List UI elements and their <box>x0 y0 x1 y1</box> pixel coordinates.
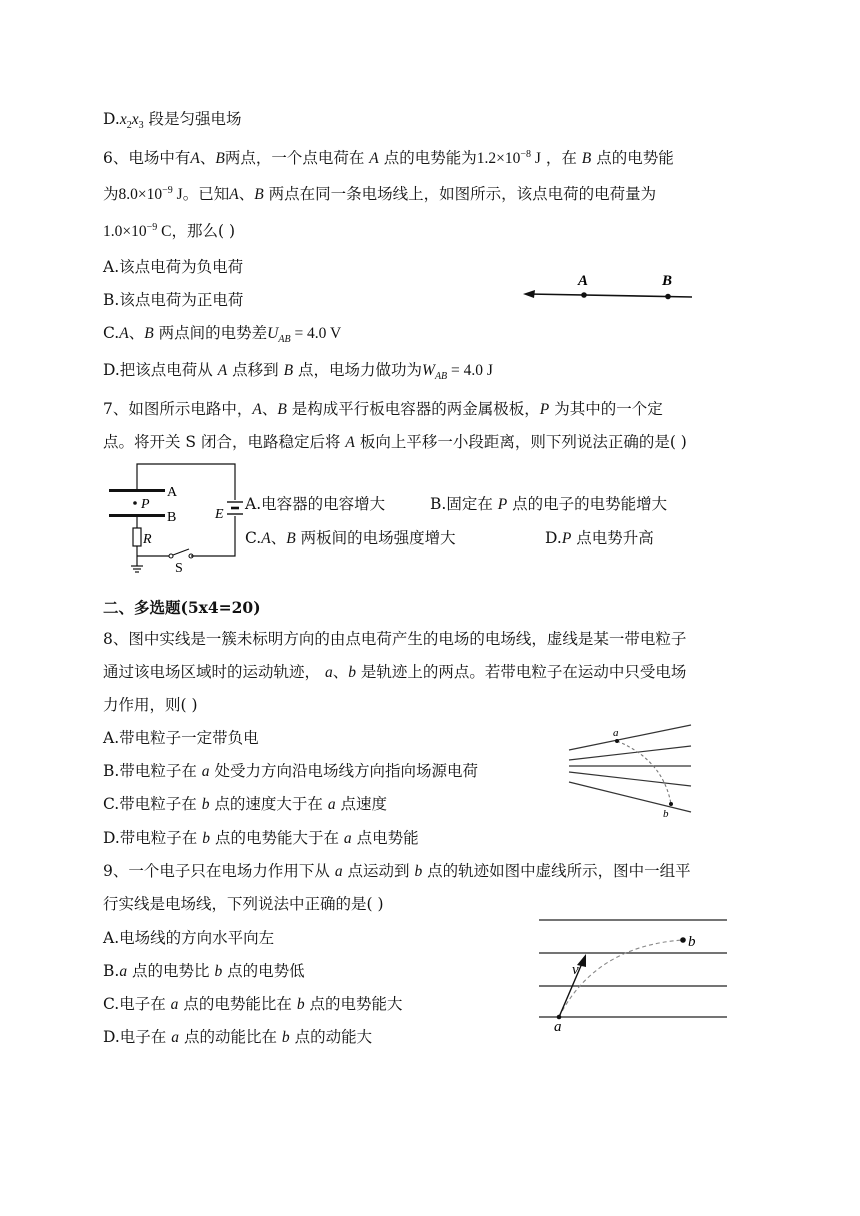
unit: C <box>157 223 172 240</box>
text: 点电势能 <box>356 829 419 847</box>
q7-option-d <box>545 527 654 550</box>
text: 点的电势能大于在 <box>214 829 339 847</box>
text: 两板间的电场强度增大 <box>300 529 456 547</box>
text: 、 <box>128 324 145 342</box>
q9-stem-line1 <box>103 860 691 883</box>
q7-option-c <box>245 527 456 550</box>
text: 点的电势低 <box>227 962 305 980</box>
label-b: b <box>663 808 669 820</box>
label-a: a <box>554 1019 562 1034</box>
var-b: B <box>254 186 264 203</box>
value: = 4.0 J <box>447 362 493 379</box>
text: C.带电粒子在 <box>103 795 197 813</box>
text: C. <box>103 324 120 342</box>
text: 、 <box>199 149 216 167</box>
unit: J <box>530 150 541 167</box>
number: 1.2×10 <box>476 150 521 167</box>
q9-option-c <box>103 993 403 1016</box>
text: 为 <box>103 185 119 203</box>
text: 点的电势能比在 <box>183 995 292 1013</box>
var-b: b <box>201 796 210 813</box>
var-b: B <box>277 401 287 418</box>
number: 8.0×10 <box>118 186 163 203</box>
text: 、 <box>270 529 287 547</box>
q9-option-d <box>103 1026 372 1049</box>
subscript: 3 <box>138 120 144 132</box>
var-a: A <box>345 434 355 451</box>
text: C.电子在 <box>103 995 166 1013</box>
plate-a <box>109 489 165 492</box>
label-p: P <box>141 497 150 512</box>
var-a: A <box>252 401 262 418</box>
point-a <box>615 739 619 743</box>
switch-contact <box>169 554 173 558</box>
unit: J <box>172 186 183 203</box>
var-a: A <box>119 325 129 342</box>
field-line <box>569 782 691 812</box>
text: 处受力方向沿电场线方向指向场源电荷 <box>214 762 478 780</box>
q6-stem-line3 <box>103 220 235 243</box>
arrow-left-icon <box>523 290 535 298</box>
label-b: B <box>167 510 177 525</box>
var-a: a <box>327 796 336 813</box>
text: 、 <box>238 185 255 203</box>
field-line <box>569 772 691 786</box>
exponent: −8 <box>520 148 531 160</box>
text: D.电子在 <box>103 1028 167 1046</box>
var-a: a <box>119 963 128 980</box>
q7-stem-line2 <box>103 431 687 454</box>
text: 板向上平移一小段距离，则下列说法正确的是( ) <box>359 433 687 451</box>
text: 点移到 <box>232 361 279 379</box>
text: 为其中的一个定 <box>554 400 663 418</box>
var-a: A <box>261 530 271 547</box>
label-a: A <box>578 273 589 289</box>
q8-stem-line1: 8、图中实线是一簇未标明方向的由点电荷产生的电场的电场线，虚线是某一带电粒子 <box>103 630 687 648</box>
subscript: AB <box>278 334 291 346</box>
q6-field-line-figure <box>520 265 700 305</box>
text: C. <box>245 529 262 547</box>
point-p <box>133 501 137 505</box>
var-p: P <box>497 496 508 513</box>
var-a: a <box>324 664 333 681</box>
q8-stem-line2 <box>103 661 686 684</box>
point-a <box>581 292 587 298</box>
subscript: 2 <box>126 120 132 132</box>
text: 点的电势能为 <box>383 149 477 167</box>
var-b: B <box>286 530 296 547</box>
text: 点的速度大于在 <box>214 795 323 813</box>
q8-stem-line3: 力作用，则( ) <box>103 696 198 714</box>
q7-option-a: A.电容器的电容增大 <box>245 495 386 513</box>
var-a: a <box>201 763 210 780</box>
var-b: b <box>202 830 210 847</box>
value: = 4.0 V <box>290 325 342 342</box>
text: D.把该点电荷从 <box>103 361 213 379</box>
text: 点的动能大 <box>294 1028 373 1046</box>
label-r: R <box>143 532 152 547</box>
text: 点电势升高 <box>576 529 654 547</box>
var-b: b <box>281 1029 290 1046</box>
text: 点。将开关 S 闭合，电路稳定后将 <box>103 433 341 451</box>
text: 、 <box>261 400 278 418</box>
var-b: B <box>144 325 154 342</box>
text: 通过该电场区域时的运动轨迹， <box>103 663 321 681</box>
var-b: b <box>214 963 223 980</box>
q9-stem-line2: 行实线是电场线，下列说法中正确的是( ) <box>103 895 384 913</box>
point-b <box>680 937 686 943</box>
label-b: b <box>688 934 696 950</box>
text: 点的轨迹如图中虚线所示，图中一组平 <box>427 862 691 880</box>
text: 7、如图所示电路中， <box>103 400 253 418</box>
text: 两点间的电势差 <box>158 324 268 342</box>
math-x: x <box>131 111 139 128</box>
q7-option-b <box>430 493 667 516</box>
text: 两点，一个点电荷在 <box>224 149 365 167</box>
label-s: S <box>175 561 183 576</box>
text: 点，电场力做功为 <box>298 361 423 379</box>
q6-option-b: B.该点电荷为正电荷 <box>103 291 244 309</box>
text: 、 <box>332 663 349 681</box>
label-b: B <box>662 273 673 289</box>
var-b: B <box>283 362 294 379</box>
field-line <box>569 746 691 760</box>
text: 6、电场中有 <box>103 149 191 167</box>
label-a: A <box>167 485 178 500</box>
q5-option-d <box>103 108 242 131</box>
text: B. <box>103 962 120 980</box>
label-v: v <box>572 962 579 978</box>
text: 点的电势能大 <box>309 995 403 1013</box>
label-e: E <box>215 507 224 522</box>
q8-option-c <box>103 793 387 816</box>
text: D.带电粒子在 <box>103 829 198 847</box>
q7-circuit-figure <box>103 460 243 578</box>
text: 9、一个电子只在电场力作用下从 <box>103 862 330 880</box>
var-a: A <box>369 150 379 167</box>
q8-option-d <box>103 827 419 850</box>
q6-stem-line1 <box>103 147 674 170</box>
velocity-vector <box>559 961 583 1017</box>
math-x: x <box>119 111 127 128</box>
trajectory <box>559 940 683 1017</box>
resistor <box>133 528 141 546</box>
text: 。已知 <box>182 185 230 203</box>
q6-option-a: A.该点电荷为负电荷 <box>103 258 244 276</box>
exponent: −9 <box>146 221 158 233</box>
field-line <box>569 725 691 750</box>
switch-lever <box>173 549 189 555</box>
q8-option-a: A.带电粒子一定带负电 <box>103 729 259 747</box>
exponent: −9 <box>162 184 173 196</box>
q9-option-a: A.电场线的方向水平向左 <box>103 929 275 947</box>
label-a: a <box>613 727 619 739</box>
text: ，那么( ) <box>171 222 236 240</box>
text: 点的电势比 <box>132 962 210 980</box>
text: D. <box>545 529 562 547</box>
var-a: A <box>217 362 228 379</box>
q9-option-b <box>103 960 305 983</box>
subscript: AB <box>434 371 448 383</box>
q8-field-figure <box>565 720 705 820</box>
var-u: U <box>267 325 279 342</box>
var-b: b <box>414 863 423 880</box>
q7-stem-line1 <box>103 398 663 421</box>
var-b: B <box>215 150 225 167</box>
text: 点的动能比在 <box>183 1028 277 1046</box>
section-heading: 二、多选题(5x4=20) <box>103 598 261 617</box>
trajectory <box>617 741 671 804</box>
var-a: a <box>171 1029 179 1046</box>
point-b <box>669 802 673 806</box>
var-a: A <box>229 186 239 203</box>
q6-option-d <box>103 359 493 382</box>
text: 点的电势能 <box>596 149 674 167</box>
text: 两点在同一条电场线上，如图所示，该点电荷的电荷量为 <box>268 185 657 203</box>
q9-field-figure <box>535 912 735 1034</box>
text: B.带电粒子在 <box>103 762 197 780</box>
q6-option-c <box>103 322 341 345</box>
q8-option-b <box>103 760 478 783</box>
var-w: W <box>422 362 435 379</box>
var-a: A <box>190 150 200 167</box>
text: 点运动到 <box>347 862 410 880</box>
var-p: P <box>561 530 572 547</box>
option-text: 段是匀强电场 <box>148 110 242 128</box>
text: 是构成平行板电容器的两金属极板， <box>291 400 540 418</box>
var-p: P <box>539 401 550 418</box>
number: 1.0×10 <box>103 223 147 240</box>
option-label: D. <box>103 110 120 128</box>
text: B.固定在 <box>430 495 493 513</box>
wire <box>191 516 235 556</box>
text: 点的电子的电势能增大 <box>512 495 668 513</box>
wire <box>137 464 235 500</box>
var-b: B <box>581 150 592 167</box>
q6-stem-line2 <box>103 183 656 206</box>
text: ，在 <box>545 149 577 167</box>
point-b <box>665 294 671 300</box>
var-a: a <box>170 996 179 1013</box>
var-a: a <box>343 830 352 847</box>
var-b: b <box>296 996 305 1013</box>
plate-b <box>109 514 165 517</box>
var-a: a <box>334 863 343 880</box>
text: 是轨迹上的两点。若带电粒子在运动中只受电场 <box>360 663 687 681</box>
text: 点速度 <box>340 795 388 813</box>
var-b: b <box>348 664 356 681</box>
